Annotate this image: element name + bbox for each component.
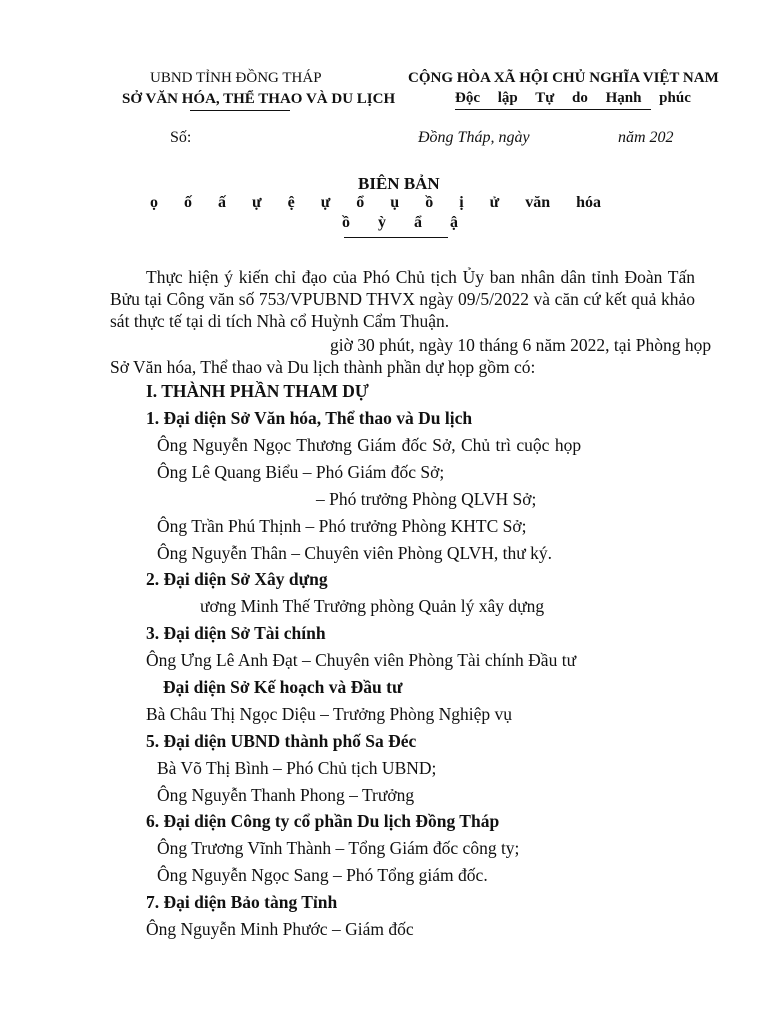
attendee-line: Ông Nguyễn Ngọc Sang – Phó Tổng giám đốc. xyxy=(157,865,488,885)
place-date: Đồng Tháp, ngày xyxy=(418,129,530,146)
year: năm 202 xyxy=(618,129,674,146)
agency-underline xyxy=(190,110,290,111)
attendee-line: Ông Nguyễn Ngọc Thương Giám đốc Sở, Chủ trì cuộc họp xyxy=(157,435,582,455)
document-number-label: Số: xyxy=(170,129,192,146)
group-heading: 7. Đại diện Bảo tàng Tỉnh xyxy=(146,892,338,912)
attendee-line: Ông Nguyễn Thanh Phong – Trưởng xyxy=(157,785,415,805)
attendee-line: Ông Ưng Lê Anh Đạt – Chuyên viên Phòng Tài chính Đầu tư xyxy=(146,650,577,670)
meeting-time-line2: Sở Văn hóa, Thể thao và Du lịch thành phần dự họp gồm có: xyxy=(110,357,536,377)
group-heading: 3. Đại diện Sở Tài chính xyxy=(146,623,326,643)
attendee-line: ương Minh Thế Trưởng phòng Quản lý xây dựng xyxy=(200,596,545,616)
title-underline xyxy=(344,237,448,238)
attendee-line: Bà Võ Thị Bình – Phó Chủ tịch UBND; xyxy=(157,758,437,778)
agency-parent: UBND TỈNH ĐỒNG THÁP xyxy=(150,70,322,86)
attendee-line: – Phó trưởng Phòng QLVH Sở; xyxy=(316,489,537,509)
document-subtitle-line2: ồ ỳ ẩ ậ xyxy=(342,214,458,231)
motto-underline xyxy=(455,109,651,110)
document-subtitle-line1: ọ ố ấ ự ệ ự ổ ụ ồ ị ử văn hóa xyxy=(150,194,602,211)
group-heading: 2. Đại diện Sở Xây dựng xyxy=(146,569,328,589)
national-title: CỘNG HÒA XÃ HỘI CHỦ NGHĨA VIỆT NAM xyxy=(408,70,719,86)
agency-name: SỞ VĂN HÓA, THỂ THAO VÀ DU LỊCH xyxy=(122,91,396,107)
attendee-line: Bà Châu Thị Ngọc Diệu – Trưởng Phòng Nghiệp vụ xyxy=(146,704,512,724)
attendee-line: Ông Nguyễn Minh Phước – Giám đốc xyxy=(146,919,414,939)
meeting-time-line1: giờ 30 phút, ngày 10 tháng 6 năm 2022, tại Phòng họp xyxy=(330,335,712,355)
attendee-line: Ông Lê Quang Biểu – Phó Giám đốc Sở; xyxy=(157,462,445,482)
group-heading: 6. Đại diện Công ty cổ phần Du lịch Đồng Tháp xyxy=(146,811,500,831)
group-heading: Đại diện Sở Kế hoạch và Đầu tư xyxy=(163,677,403,697)
national-motto: Độc lập Tự do Hạnh phúc xyxy=(455,90,691,106)
document-title: BIÊN BẢN xyxy=(358,174,440,193)
intro-paragraph: Thực hiện ý kiến chỉ đạo của Phó Chủ tịch Ủy ban nhân dân tỉnh Đoàn Tấn Bửu tại Công văn số 753/VPUBND THVX ngày 09/5/2022 và căn cứ kết quả khảo sát thực tế tại di tích Nhà cổ Huỳnh Cẩm Thuận. xyxy=(110,267,695,331)
attendee-line: Ông Trần Phú Thịnh – Phó trưởng Phòng KHTC Sở; xyxy=(157,516,527,536)
attendee-line: Ông Nguyễn Thân – Chuyên viên Phòng QLVH, thư ký. xyxy=(157,543,552,563)
attendee-line: Ông Trương Vĩnh Thành – Tổng Giám đốc công ty; xyxy=(157,838,520,858)
section-heading-attendees: I. THÀNH PHẦN THAM DỰ xyxy=(146,381,369,401)
group-heading: 1. Đại diện Sở Văn hóa, Thể thao và Du lịch xyxy=(146,408,473,428)
group-heading: 5. Đại diện UBND thành phố Sa Đéc xyxy=(146,731,417,751)
